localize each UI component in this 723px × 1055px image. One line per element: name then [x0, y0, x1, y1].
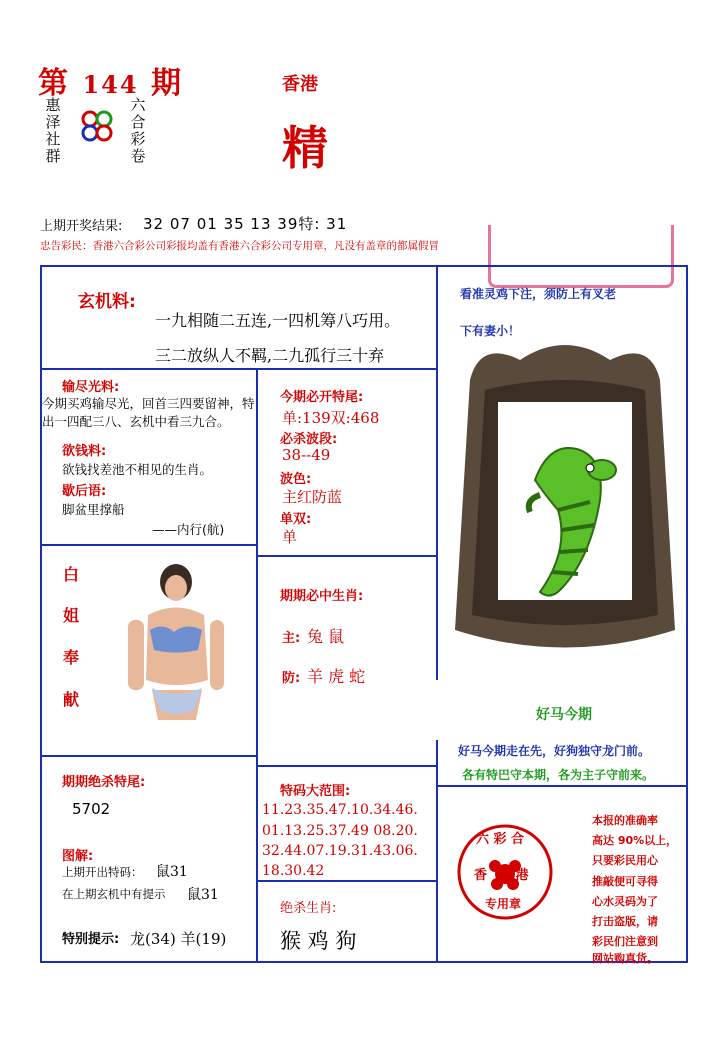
juesha-value: 5702: [72, 800, 111, 818]
bobo-label: 必杀波段:: [280, 432, 338, 447]
xiehouyu-label: 歇后语:: [62, 484, 107, 499]
org-left: 惠泽社群: [45, 96, 61, 165]
tema-label: 特码大范围:: [280, 784, 351, 799]
baijie-char: 奉: [63, 648, 80, 667]
divider: [256, 555, 438, 557]
baijie-char: 姐: [63, 606, 80, 625]
color-value: 主红防蓝: [282, 488, 343, 506]
tujie-row1-label: 上期开出特码：: [62, 865, 143, 879]
xuanji-line1: 一九相随二五连,一四机筹八巧用。: [155, 311, 401, 330]
woman-photo: [118, 560, 238, 745]
fang-value: 羊 虎 蛇: [307, 667, 366, 686]
jueshashengxiao-label: 绝杀生肖:: [280, 901, 337, 916]
right-line1: 看准灵鸡下注，须防上有叉老: [460, 287, 617, 301]
accuracy-line: 打击盗版，请: [592, 915, 658, 928]
color-label: 波色:: [280, 472, 312, 487]
divider: [40, 544, 258, 546]
shujin-text: 今期买鸡输尽光，回首三四要留神，特出一四配三八、玄机中看三九合。: [42, 396, 255, 429]
org-right: 六合彩卷: [130, 96, 146, 165]
bobo-value: 38--49: [282, 446, 331, 464]
hint-label: 特别提示:: [62, 932, 120, 947]
accuracy-line: 彩民们注意到: [592, 935, 658, 948]
main-value: 兔 鼠: [307, 627, 345, 646]
tujie-row2-label: 在上期玄机中有提示: [62, 887, 166, 901]
fang-label: 防:: [282, 671, 301, 686]
accuracy-line: 本报的准确率: [592, 814, 658, 827]
last-result-label: 上期开奖结果:: [40, 219, 123, 234]
accuracy-line: 推敲便可寻得: [592, 875, 658, 888]
accuracy-line: 只要彩民用心: [592, 854, 658, 867]
tewei-value: 单:139双:468: [282, 409, 380, 427]
paper-name: 精: [282, 121, 328, 175]
divider: [40, 368, 438, 370]
hint-value: 龙(34) 羊(19): [130, 930, 227, 948]
main-label: 主:: [282, 631, 301, 646]
divider: [256, 368, 258, 962]
shujin-label: 输尽光料:: [62, 380, 120, 395]
caption2: 各有特巴守本期，各为主子守前来。: [462, 768, 655, 782]
region-label: 香港: [282, 74, 318, 95]
notice-text: 忠告彩民：香港六合彩公司彩报均盖有香港六合彩公司专用章，凡没有盖章的都属假冒: [40, 240, 439, 252]
tujie-row1-value: 鼠31: [156, 864, 188, 880]
divider: [436, 368, 438, 680]
lottery-logo-icon: [79, 108, 115, 144]
ganchang-text: 欲钱找差池不相见的生肖。: [62, 462, 213, 477]
divider: [436, 785, 688, 787]
tema-row: 32.44.07.19.31.43.06.: [262, 843, 418, 859]
divider: [256, 880, 438, 882]
xuanji-label: 玄机料:: [78, 292, 136, 312]
juesha-label: 期期绝杀特尾:: [62, 775, 146, 790]
tema-row: 18.30.42: [262, 863, 325, 879]
baijie-char: 白: [63, 565, 80, 584]
tujie-label: 图解:: [62, 849, 94, 864]
shengxiao-label: 期期必中生肖:: [280, 589, 364, 604]
accuracy-line: 心水灵码为了: [592, 895, 658, 908]
danshuang-value: 单: [282, 528, 298, 546]
tewei-label: 今期必开特尾:: [280, 390, 364, 405]
tema-row: 01.13.25.37.49 08.20.: [262, 823, 418, 839]
seal-mid: 香 港: [474, 868, 529, 883]
accuracy-line: 网站购真货。: [592, 952, 658, 965]
haoma-title: 好马今期: [536, 707, 592, 723]
jueshashengxiao-value: 猴 鸡 狗: [280, 929, 357, 953]
ganchang-label: 欲钱料:: [62, 444, 107, 459]
xiehouyu-answer: ——内行(航): [152, 522, 225, 537]
caption1: 好马今期走在先，好狗独守龙门前。: [458, 744, 651, 758]
divider: [436, 265, 438, 380]
framed-crocodile-illustration: [440, 330, 690, 660]
issue-number: 144: [82, 70, 139, 99]
danshuang-label: 单双:: [280, 512, 312, 527]
baijie-char: 献: [63, 690, 80, 709]
issue-prefix: 第: [38, 66, 70, 101]
tema-row: 11.23.35.47.10.34.46.: [262, 802, 418, 818]
xuanji-line2: 三二放纵人不羁,二九孤行三十弃: [155, 346, 385, 365]
right-line2: 下有妻小！: [460, 324, 521, 338]
divider: [436, 740, 438, 962]
divider: [40, 755, 258, 757]
accuracy-line: 高达 90%以上，: [592, 834, 678, 847]
last-result-numbers: 32 07 01 35 13 39特: 31: [143, 215, 348, 233]
tujie-row2-value: 鼠31: [187, 887, 219, 903]
seal-top: 六 彩 合: [476, 832, 525, 847]
issue-suffix: 期: [151, 66, 184, 101]
divider: [256, 765, 438, 767]
xiehouyu-text: 脚盆里撑船: [62, 502, 125, 517]
seal-bottom: 专用章: [485, 897, 522, 911]
